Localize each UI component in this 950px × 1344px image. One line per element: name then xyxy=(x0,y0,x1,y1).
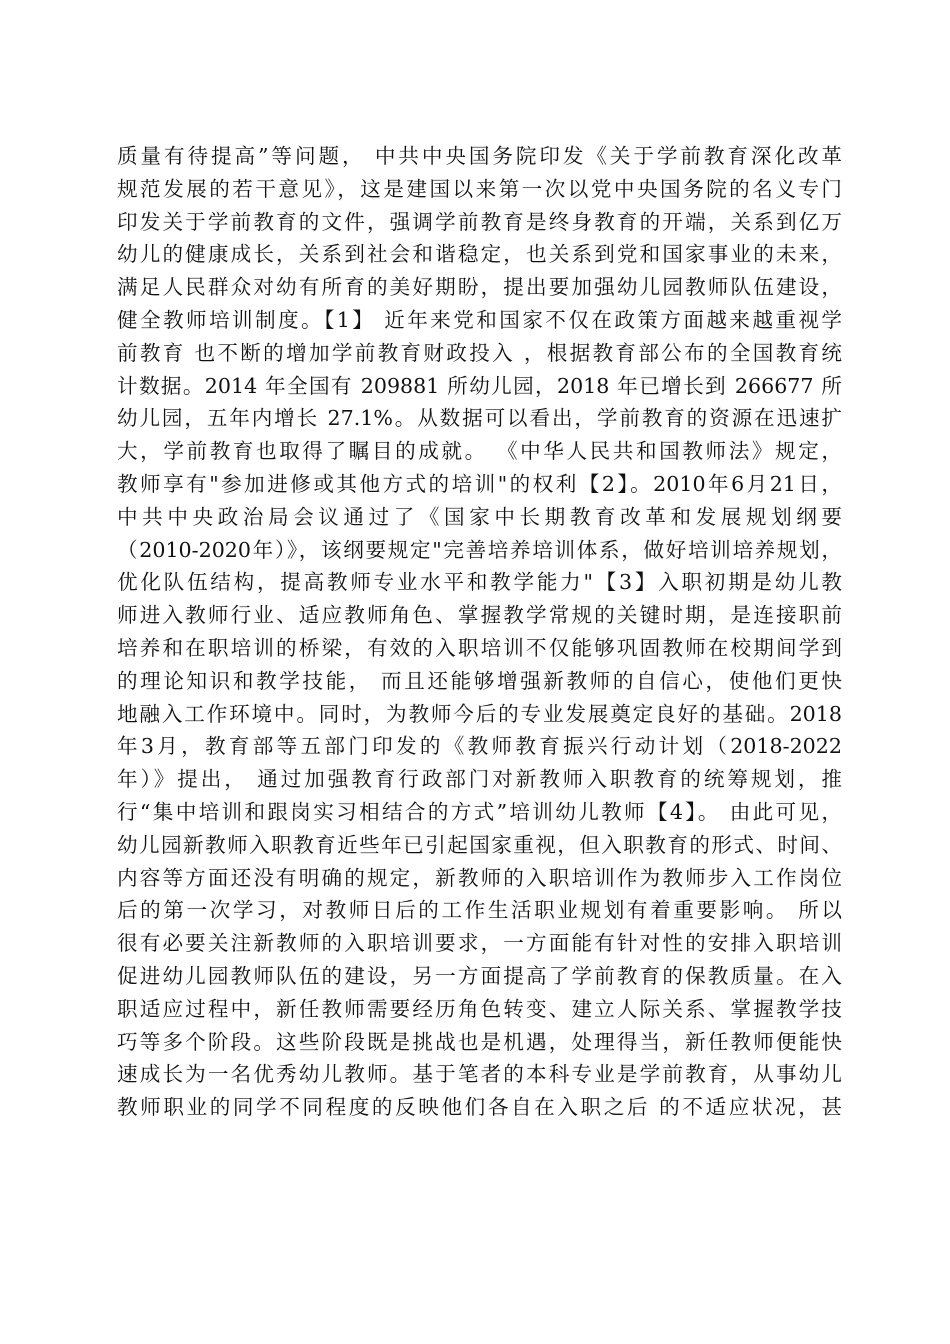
text-line: 幼儿园新教师入职教育近些年已引起国家重视，但入职教育的形式、时间、 xyxy=(117,832,842,857)
text-line: 促进幼儿园教师队伍的建设，另一方面提高了学前教育的保教质量。在入 xyxy=(117,963,842,988)
text-line: 满足人民群众对幼有所育的美好期盼，提出要加强幼儿园教师队伍建设， xyxy=(117,275,842,300)
text-line: 速成长为一名优秀幼儿教师。基于笔者的本科专业是学前教育，从事幼儿 xyxy=(117,1062,842,1087)
text-line: 地融入工作环境中。同时，为教师今后的专业发展奠定良好的基础。2018 xyxy=(117,701,842,726)
text-line: 很有必要关注新教师的入职培训要求，一方面能有针对性的安排入职培训 xyxy=(117,931,842,956)
text-line: 培养和在职培训的桥梁，有效的入职培训不仅能够巩固教师在校期间学到 xyxy=(117,635,842,660)
text-line: 教师享有"参加进修或其他方式的培训"的权利【2】。2010年6月21日， xyxy=(117,471,842,496)
text-line: 职适应过程中，新任教师需要经历角色转变、建立人际关系、掌握教学技 xyxy=(117,996,842,1021)
text-line: 教师职业的同学不同程度的反映他们各自在入职之后 的不适应状况，甚 xyxy=(117,1095,842,1120)
text-line: 印发关于学前教育的文件，强调学前教育是终身教育的开端，关系到亿万 xyxy=(117,209,842,234)
text-line: 内容等方面还没有明确的规定，新教师的入职培训作为教师步入工作岗位 xyxy=(117,865,842,890)
text-line: 大，学前教育也取得了瞩目的成就。 《中华人民共和国教师法》规定， xyxy=(117,439,842,464)
text-line: 中共中央政治局会议通过了《国家中长期教育改革和发展规划纲要 xyxy=(117,504,842,529)
text-line: 后的第一次学习，对教师日后的工作生活职业规划有着重要影响。 所以 xyxy=(117,898,842,923)
text-line: 师进入教师行业、适应教师角色、掌握教学常规的关键时期，是连接职前 xyxy=(117,603,842,628)
body-paragraph xyxy=(117,140,842,1124)
text-line: 规范发展的若干意见》，这是建国以来第一次以党中央国务院的名义专门 xyxy=(117,176,842,201)
text-line: 巧等多个阶段。这些阶段既是挑战也是机遇，处理得当，新任教师便能快 xyxy=(117,1029,842,1054)
text-line: 前教育 也不断的增加学前教育财政投入 ，根据教育部公布的全国教育统 xyxy=(117,340,842,365)
text-line: 年）》提出， 通过加强教育行政部门对新教师入职教育的统筹规划，推 xyxy=(117,767,842,792)
text-line: （2010-2020年）》，该纲要规定"完善培养培训体系，做好培训培养规划， xyxy=(117,537,842,562)
text-line: 幼儿的健康成长，关系到社会和谐稳定，也关系到党和国家事业的未来， xyxy=(117,242,842,267)
text-line: 质量有待提高”等问题， 中共中央国务院印发《关于学前教育深化改革 xyxy=(117,144,842,168)
text-line: 幼儿园，五年内增长 27.1%。从数据可以看出，学前教育的资源在迅速扩 xyxy=(117,406,842,431)
text-line: 行“集中培训和跟岗实习相结合的方式”培训幼儿教师【4】。 由此可见， xyxy=(117,799,842,824)
text-line: 健全教师培训制度。【1】 近年来党和国家不仅在政策方面越来越重视学 xyxy=(117,307,842,332)
text-line: 优化队伍结构，提高教师专业水平和教学能力"【3】入职初期是幼儿教 xyxy=(117,570,842,595)
text-line: 计数据。2014 年全国有 209881 所幼儿园，2018 年已增长到 266677 所 xyxy=(117,373,842,398)
text-line: 的理论知识和教学技能， 而且还能够增强新教师的自信心，使他们更快 xyxy=(117,668,842,693)
text-line: 年3月，教育部等五部门印发的《教师教育振兴行动计划（2018-2022 xyxy=(117,734,842,759)
